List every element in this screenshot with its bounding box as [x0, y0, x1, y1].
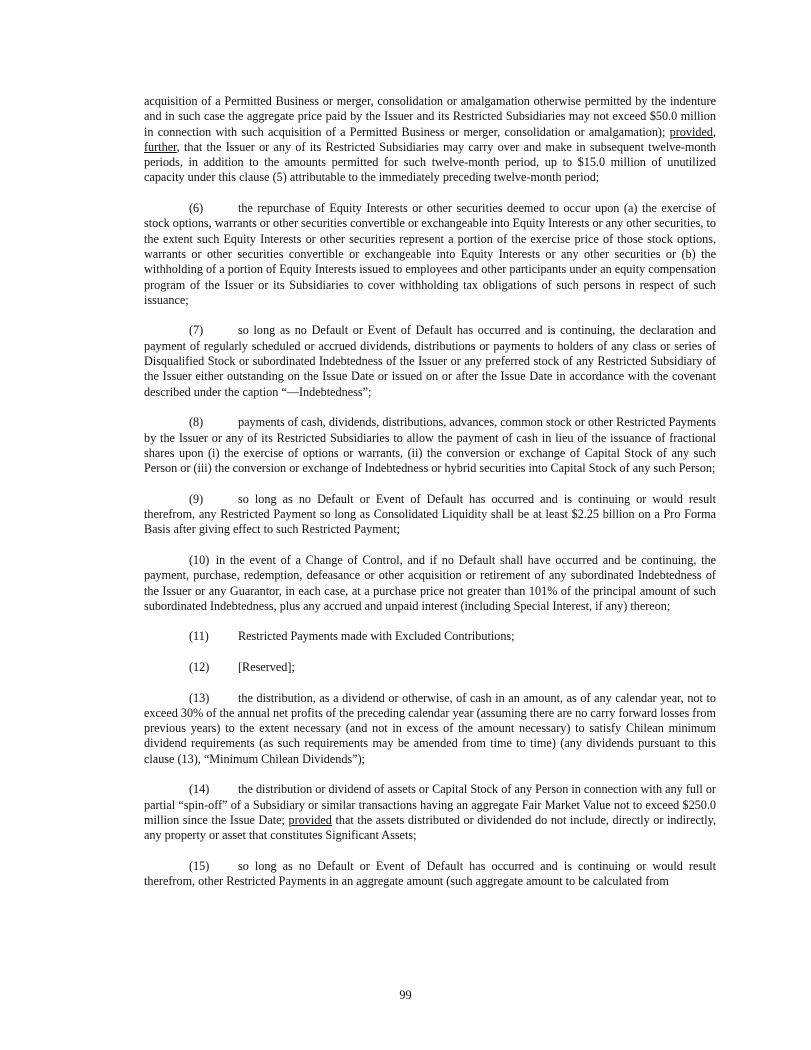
provided-term: provided	[288, 812, 332, 827]
clause-text-a: the distribution or dividend of assets or Capital Stock of any Person in connection with any full or partial “spin-off” of a Subsidiary or similar transactions having an aggregate Fair Market Value not to exceed $250.0 million since the Issue Date;	[144, 782, 716, 827]
clause-text-b: that the assets distributed or dividended do not include, directly or indirectly, any property or asset that constitutes Significant Assets;	[144, 812, 717, 843]
clause-number: (12)	[189, 659, 210, 674]
clause-14	[144, 782, 716, 843]
document-page	[144, 94, 716, 905]
page-number: 99	[399, 988, 412, 1002]
clause-number: (11)	[189, 629, 209, 644]
clause-8	[144, 415, 716, 476]
clause-number: (7)	[189, 323, 204, 338]
clause-text: payments of cash, dividends, distributions, advances, common stock or other Restricted Payments by the Issuer or any of its Restricted Subsidiaries to allow the payment of cash in lieu of the issuance of fractional shares upon (i) the exercise of options or warrants, (ii) the conversion or exchange of Capital Stock of any such Person or (iii) the conversion or exchange of Indebtedness or hybrid securities into Capital Stock of any such Person;	[144, 415, 716, 476]
clause-7	[144, 323, 716, 399]
clause-text: [Reserved];	[238, 659, 295, 674]
clause-number: (9)	[189, 491, 204, 506]
provided-term: provided	[669, 124, 713, 139]
clause-text: the repurchase of Equity Interests or other securities deemed to occur upon (a) the exercise of stock options, warrants or other securities convertible or exchangeable into Equity Interests or any other securities, to the extent such Equity Interests or other securities represent a portion of the exercise price of those stock options, warrants or other securities convertible or exchangeable into Equity Interests or any other securities or (b) the withholding of a portion of Equity Interests issued to employees and other participants under an equity compensation program of the Issuer or its Subsidiaries to cover withholding tax obligations of such persons in respect of such issuance;	[144, 201, 716, 307]
clause-text: so long as no Default or Event of Default has occurred and is continuing or would result therefrom, other Restricted Payments in an aggregate amount (such aggregate amount to be calculated from	[144, 858, 716, 889]
clause-number: (8)	[189, 415, 204, 430]
intro-text-1: acquisition of a Permitted Business or merger, consolidation or amalgamation otherwise permitted by the indenture and in such case the aggregate price paid by the Issuer and its Restricted Subsidiaries may not exceed $50.0 million in connection with such acquisition of a Permitted Business or merger, consolidation or amalgamation);	[144, 94, 716, 139]
clause-number: (15)	[189, 858, 210, 873]
clause-15	[144, 859, 716, 890]
clause-10	[144, 553, 716, 614]
clause-9	[144, 492, 716, 538]
further-term: further	[144, 139, 177, 154]
clause-number: (6)	[189, 201, 204, 216]
intro-comma: ,	[712, 124, 716, 139]
intro-text-2: , that the Issuer or any of its Restricted Subsidiaries may carry over and make in subsequent twelve-month periods, in addition to the amounts permitted for such twelve-month period, up to $15.0 million of unutilized capacity under this clause (5) attributable to the immediately preceding twelve-month period;	[144, 139, 716, 185]
clause-12	[144, 660, 716, 675]
clause-13	[144, 691, 716, 767]
clause-text: so long as no Default or Event of Default has occurred and is continuing, the declaration and payment of regularly scheduled or accrued dividends, distributions or payments to holders of any class or series of Disqualified Stock or subordinated Indebtedness of the Issuer or any preferred stock of any Restricted Subsidiary of the Issuer either outstanding on the Issue Date or issued on or after the Issue Date in accordance with the covenant described under the caption “—Indebtedness”;	[144, 323, 716, 399]
clause-text: Restricted Payments made with Excluded Contributions;	[238, 629, 515, 644]
clause-6	[144, 201, 716, 308]
clause-text: the distribution, as a dividend or otherwise, of cash in an amount, as of any calendar year, not to exceed 30% of the annual net profits of the preceding calendar year (assuming there are no carry forward losses from previous years) to the extent necessary (and not in excess of the amount necessary) to satisfy Chilean minimum dividend requirements (as such requirements may be amended from time to time) (any dividends pursuant to this clause (13), “Minimum Chilean Dividends”);	[144, 690, 716, 766]
clause-text: so long as no Default or Event of Default has occurred and is continuing or would result therefrom, any Restricted Payment so long as Consolidated Liquidity shall be at least $2.25 billion on a Pro Forma Basis after giving effect to such Restricted Payment;	[144, 491, 716, 537]
clause-text: in the event of a Change of Control, and if no Default shall have occurred and be continuing, the payment, purchase, redemption, defeasance or other acquisition or retirement of any subordinated Indebtedness of the Issuer or any Guarantor, in each case, at a purchase price not greater than 101% of the principal amount of such subordinated Indebtedness, plus any accrued and unpaid interest (including Special Interest, if any) thereon;	[144, 552, 717, 613]
clause-number: (10)	[189, 552, 210, 567]
clause-11	[144, 629, 716, 644]
clause-number: (13)	[189, 690, 210, 705]
intro-paragraph	[144, 94, 716, 186]
clause-number: (14)	[189, 782, 210, 797]
